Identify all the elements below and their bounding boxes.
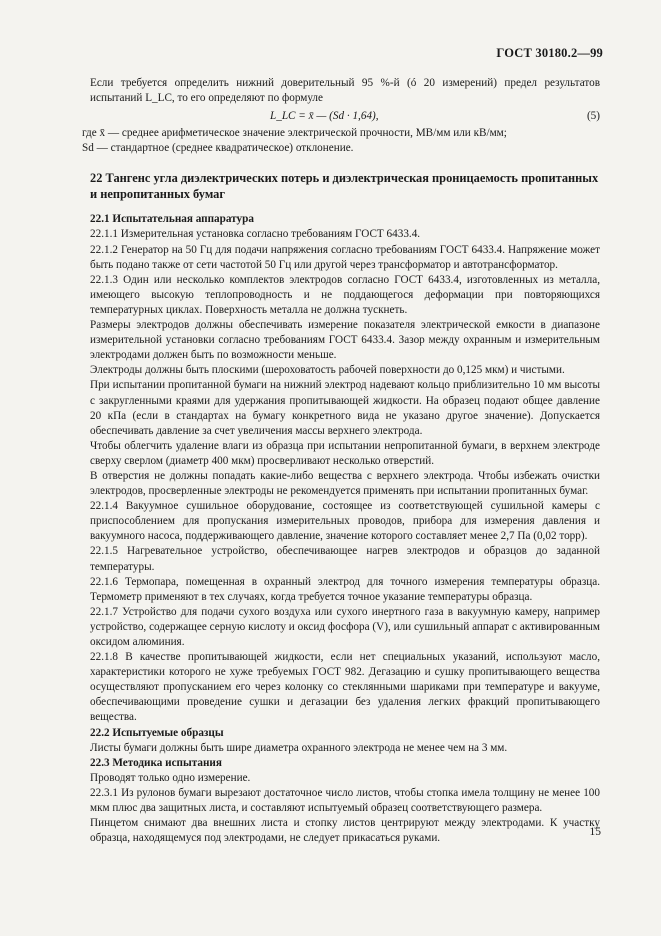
paragraph-22-1-6: 22.1.6 Термопара, помещенная в охранный электрод для точного измерения температуры образца. Термометр применяют в тех случаях, когда требуется точное указание температуры образца. — [90, 575, 600, 603]
paragraph-electrodes-flat: Электроды должны быть плоскими (шероховатость рабочей поверхности до 0,125 мкм) и чистыми. — [90, 364, 565, 377]
paragraph-tweezers: Пинцетом снимают два внешних листа и стопку листов центрируют между электродами. К участку образца, находящемуся под электродами, не следует прикасаться руками. — [90, 817, 600, 845]
where-line-2: Sd — стандартное (среднее квадратическое) отклонение. — [82, 142, 354, 155]
subheading-22-3: 22.3 Методика испытания — [90, 756, 222, 769]
page-body — [82, 76, 600, 846]
section-22-title: 22 Тангенс угла диэлектрических потерь и диэлектрическая проницаемость пропитанных и непропитанных бумаг — [90, 171, 599, 202]
paragraph-intro: Если требуется определить нижний доверительный 95 %-й (ó 20 измерений) предел результатов испытаний L_LC, то его определяют по формуле — [90, 77, 600, 105]
paragraph-22-1-5: 22.1.5 Нагревательное устройство, обеспечивающее нагрев электродов и образцов до заданной температуры. — [90, 545, 600, 573]
paragraph-ring: При испытании пропитанной бумаги на нижний электрод надевают кольцо приблизительно 10 мм высоты с закругленными краями для удержания пропитывающей жидкости. На образец подают общее давление 20 кПа (если в стандартах на бумагу конкретного вида не указано другое значение). Допускается обеспечивать давление за счет увеличения массы верхнего электрода. — [90, 379, 600, 437]
paragraph-22-1-2: 22.1.2 Генератор на 50 Гц для подачи напряжения согласно требованиям ГОСТ 6433.4. Напряжение может быть подано также от сети частотой 50 Гц или другой через трансформатор и автотрансформатор. — [90, 243, 600, 271]
paragraph-22-2: Листы бумаги должны быть шире диаметра охранного электрода не менее чем на 3 мм. — [90, 741, 508, 754]
formula-5 — [90, 107, 600, 126]
paragraph-22-1-4: 22.1.4 Вакуумное сушильное оборудование, состоящее из соответствующей сушильной камеры с приспособлением для пропускания измерительных проводов, прибора для измерения давления и вакуумного насоса, поддерживающего давление, значение которого составляет менее 2,7 Па (0,02 торр). — [90, 500, 600, 543]
paragraph-22-1-1: 22.1.1 Измерительная установка согласно требованиям ГОСТ 6433.4. — [90, 228, 421, 241]
formula-expression: L_LC = x̄ — (Sd · 1,64), — [270, 110, 379, 123]
paragraph-22-1-3: 22.1.3 Один или несколько комплектов электродов согласно ГОСТ 6433.4, изготовленных из металла, имеющего высокую теплопроводность и не поддающегося деформации при повторяющихся температурных циклах. Поверхность металла не должна тускнеть. — [90, 273, 600, 316]
paragraph-22-1-8: 22.1.8 В качестве пропитывающей жидкости, если нет специальных указаний, используют масло, характеристики которого не хуже требуемых ГОСТ 982. Дегазацию и сушку пропитывающего вещества осуществляют пропусканием его через колонку со стеклянными шариками при температуре и вакууме, обеспечивающими проведение сушки и дегазации без удаления легких фракций пропитывающего вещества. — [90, 651, 600, 724]
paragraph-one-measure: Проводят только одно измерение. — [90, 771, 251, 784]
page-header: ГОСТ 30180.2—99 — [496, 46, 603, 60]
paragraph-electrodes-size: Размеры электродов должны обеспечивать измерение показателя электрической емкости в диапазоне измерительной установки согласно требованиям ГОСТ 6433.4. Зазор между охранным и измерительным электродами должен быть по возможности меньше. — [90, 319, 600, 362]
page-number: 15 — [589, 826, 601, 838]
paragraph-moisture: Чтобы облегчить удаление влаги из образца при испытании непропитанной бумаги, в верхнем электроде сверху сверлом (диаметр 400 мкм) просверливают несколько отверстий. — [90, 439, 600, 467]
subheading-22-2: 22.2 Испытуемые образцы — [90, 726, 224, 739]
formula-number: (5) — [586, 110, 600, 123]
paragraph-22-3-1: 22.3.1 Из рулонов бумаги вырезают достаточное число листов, чтобы стопка имела толщину не менее 100 мкм плюс два защитных листа, и составляют испытуемый образец соответствующего размера. — [90, 786, 600, 815]
paragraph-22-1-7: 22.1.7 Устройство для подачи сухого воздуха или сухого инертного газа в вакуумную камеру, например устройство, содержащее серную кислоту и оксид фосфора (V), или сушильный аппарат с активированным оксидом алюминия. — [90, 605, 600, 648]
paragraph-holes: В отверстия не должны попадать какие-либо вещества с верхнего электрода. Чтобы избежать очистки электродов, просверленные электроды не рекомендуется применять при испытании пропитанных бумаг. — [90, 469, 600, 498]
where-line-1: где x̄ — среднее арифметическое значение электрической прочности, МВ/мм или кВ/мм; — [82, 127, 507, 140]
subheading-22-1: 22.1 Испытательная аппаратура — [90, 213, 254, 226]
